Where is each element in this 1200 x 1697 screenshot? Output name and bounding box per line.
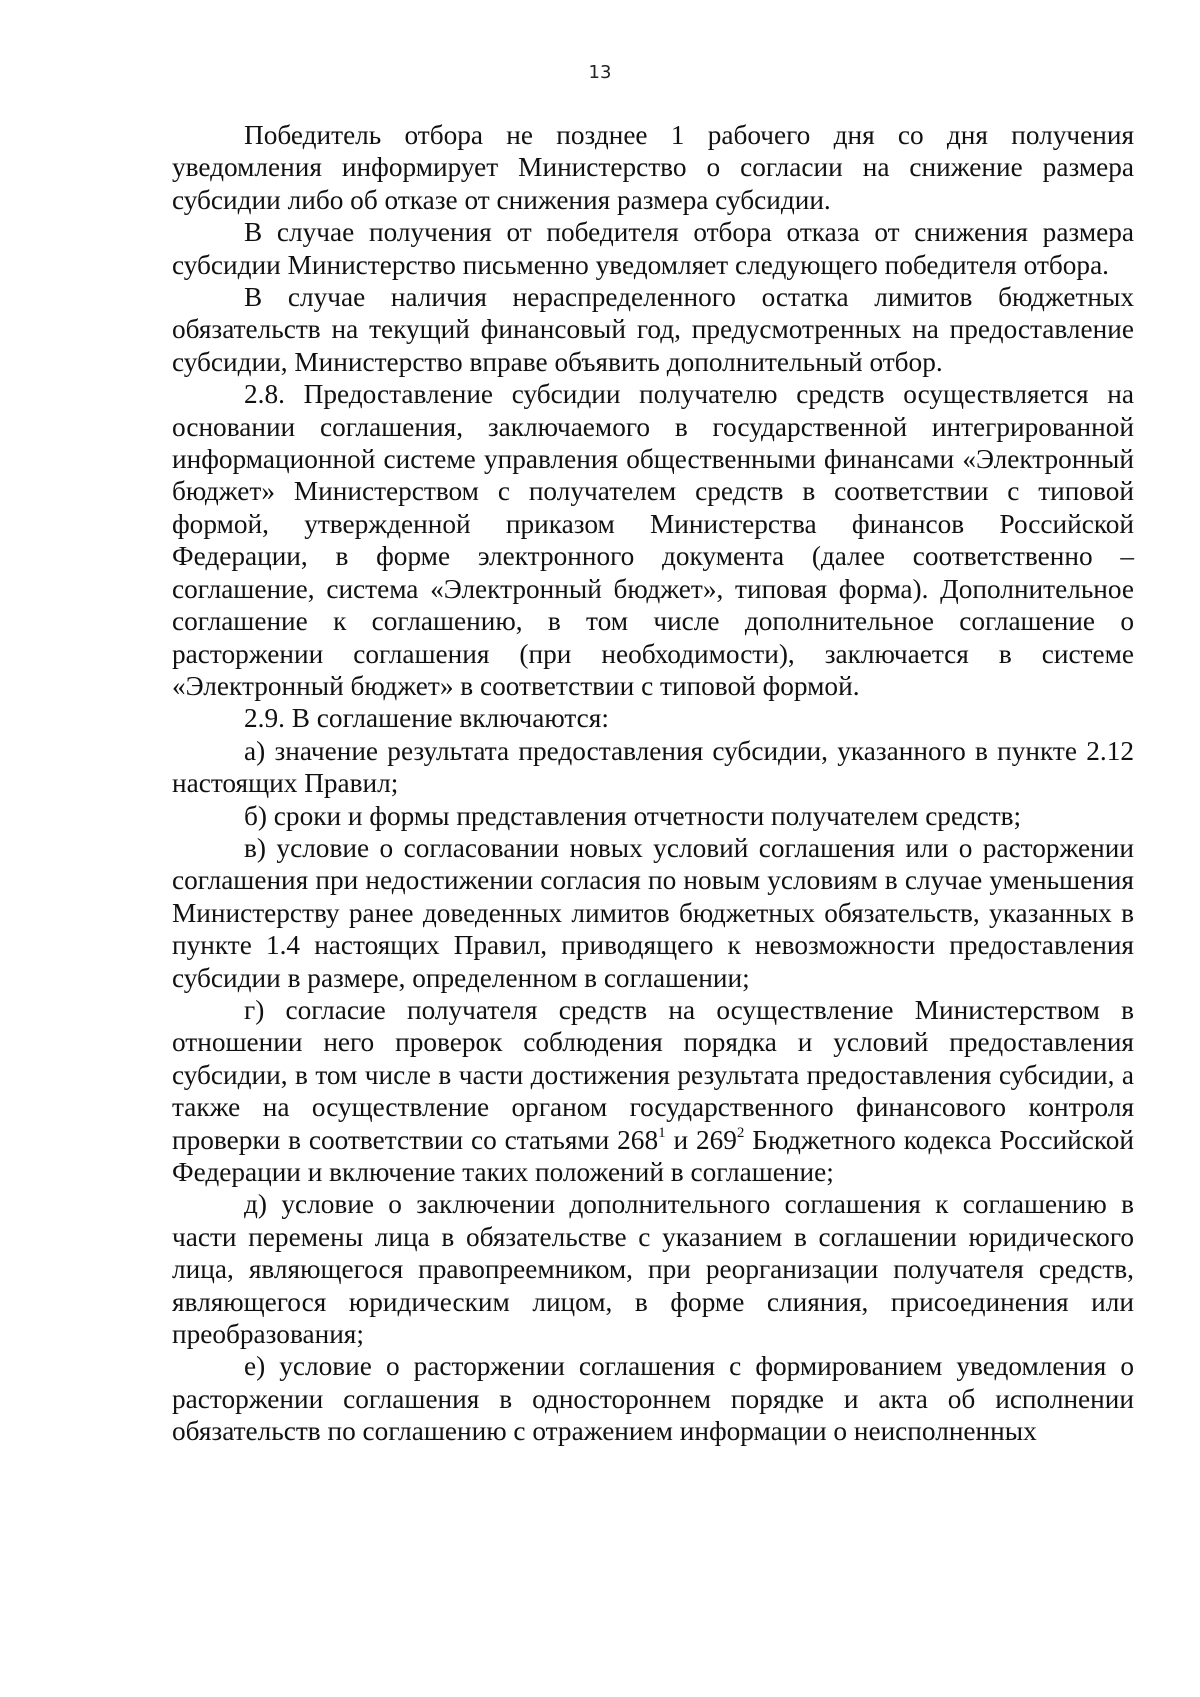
paragraph-item-b: б) сроки и формы представления отчетности получателем средств; (244, 800, 1022, 831)
paragraph-2-8-agreement: 2.8. Предоставление субсидии получателю средств осуществляется на основании соглашения, заключаемого в государственной интегрированной информационной системе управления общественными финансами «Электронный бюджет» Министерством с получателем средств в соответствии с типовой формой, утвержденной приказом Министерства финансов Российской Федерации, в форме электронного документа (далее соответственно – соглашение, система «Электронный бюджет», типовая форма). Дополнительное соглашение к соглашению, в том числе дополнительное соглашение о расторжении соглашения (при необходимости), заключается в системе «Электронный бюджет» в соответствии с типовой формой. (172, 379, 1134, 701)
item-g-text-middle: и 269 (665, 1124, 737, 1155)
page-number: 13 (588, 62, 612, 83)
paragraph-item-a: а) значение результата предоставления субсидии, указанного в пункте 2.12 настоящих Правил; (172, 735, 1134, 799)
item-g-text-start: г) согласие получателя средств на осуществление Министерством в отношении него проверок соблюдения порядка и условий предоставления субсидии, в том числе в части достижения результата предоставления субсидии, а также на осуществление органом государственного финансового контроля проверки в соответствии со статьями 268 (172, 994, 1134, 1155)
document-body (172, 119, 1134, 1448)
item-g-text-end: Бюджетного кодекса Российской Федерации и включение таких положений в соглашение; (172, 1124, 1135, 1187)
paragraph-item-v: в) условие о согласовании новых условий соглашения или о расторжении соглашения при недостижении согласия по новым условиям в случае уменьшения Министерству ранее доведенных лимитов бюджетных обязательств, указанных в пункте 1.4 настоящих Правил, приводящего к невозможности предоставления субсидии в размере, определенном в соглашении; (172, 832, 1134, 993)
superscript-1: 1 (658, 1124, 666, 1141)
paragraph-additional-selection: В случае наличия нераспределенного остатка лимитов бюджетных обязательств на текущий финансовый год, предусмотренных на предоставление субсидии, Министерство вправе объявить дополнительный отбор. (172, 282, 1134, 377)
paragraph-winner-notification: Победитель отбора не позднее 1 рабочего дня со дня получения уведомления информирует Министерство о согласии на снижение размера субсидии либо об отказе от снижения размера субсидии. (172, 120, 1134, 215)
paragraph-2-9-heading: 2.9. В соглашение включаются: (244, 703, 609, 734)
paragraph-item-e: е) условие о расторжении соглашения с формированием уведомления о расторжении соглашения в одностороннем порядке и акта об исполнении обязательств по соглашению с отражением информации о неисполненных (172, 1351, 1134, 1447)
paragraph-refusal-case: В случае получения от победителя отбора отказа от снижения размера субсидии Министерство письменно уведомляет следующего победителя отбора. (172, 217, 1134, 280)
paragraph-item-d: д) условие о заключении дополнительного соглашения к соглашению в части перемены лица в обязательстве с указанием в соглашении юридического лица, являющегося правопреемником, при реорганизации получателя средств, являющегося юридическим лицом, в форме слияния, присоединения или преобразования; (172, 1189, 1134, 1350)
paragraph-item-g (172, 994, 1134, 1188)
superscript-2: 2 (736, 1124, 745, 1141)
